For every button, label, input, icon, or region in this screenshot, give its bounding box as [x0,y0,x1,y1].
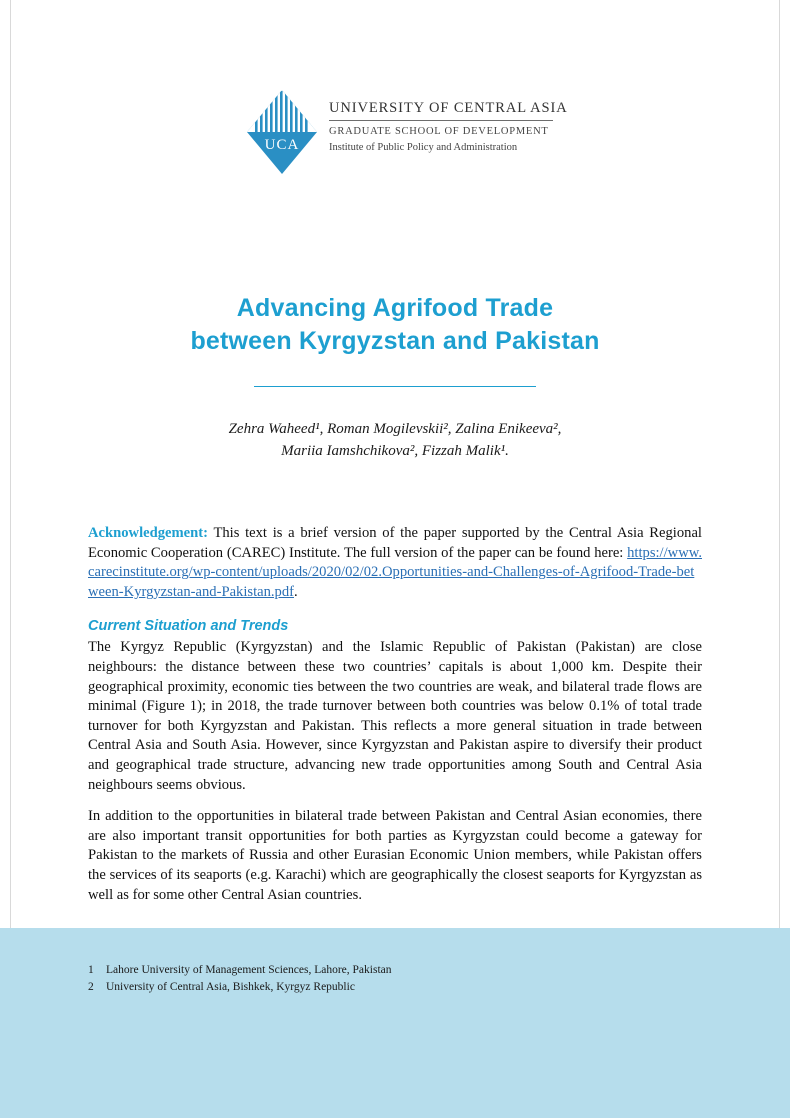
footnote-item [88,979,702,996]
footer-band [0,928,790,1118]
author-line-2: Mariia Iamshchikova², Fizzah Malik¹. [281,443,509,459]
title-line-1: Advancing Agrifood Trade [236,294,554,322]
footnote-item [88,962,702,979]
body-content [88,524,702,917]
acknowledgement-label: Acknowledgement: [88,525,208,541]
author-line-1: Zehra Waheed¹, Roman Mogilevskii², Zalina Enikeeva², [228,421,562,437]
footnote-list [88,962,702,996]
title-block [95,292,695,387]
page-title [95,292,695,358]
section-paragraph-1: The Kyrgyz Republic (Kyrgyzstan) and the Islamic Republic of Pakistan (Pakistan) are close neighbours: the distance between these two countries’ capitals is about 1,000 km. Despite their geographical proximity, economic ties between the two countries are weak, and bilateral trade flows are minimal (Figure 1); in 2018, the trade turnover between both countries was below 0.1% of total trade turnover for both Kyrgyzstan and Pakistan. This reflects a more general situation in trade between Central Asia and South Asia. However, since Kyrgyzstan and Pakistan aspire to diversify their product and geographical trade structure, advancing new trade opportunities among South and Central Asia neighbours seems obvious. [88,639,702,793]
page-top-margin [0,0,790,10]
paper-link[interactable]: https://www.carecinstitute.org/wp-content/uploads/2020/02/02.Opportunities-and-Challenges-of-Agrifood-Trade-between-Kyrgyzstan-and-Pakistan.pdf [88,544,702,600]
footnote-text: Lahore University of Management Sciences, Lahore, Pakistan [106,964,392,976]
institute-name: Institute of Public Policy and Administration [329,142,518,153]
title-line-2: between Kyrgyzstan and Pakistan [190,327,600,355]
author-list [95,418,695,462]
uca-diamond-logo [245,88,319,176]
acknowledgement-text: This text is a brief version of the paper supported by the Central Asia Regional Economic Cooperation (CAREC) Institute. The full version of the paper can be found here: [88,525,702,561]
school-name: GRADUATE SCHOOL OF DEVELOPMENT [329,126,549,137]
logo-wordmark [329,100,569,153]
footnote-number: 2 [88,981,94,993]
section-paragraph-2: In addition to the opportunities in bilateral trade between Pakistan and Central Asian economies, there are also important transit opportunities for both parties as Kyrgyzstan could become a gateway for Pakistan to the markets of Russia and other Eurasian Economic Union members, while Pakistan offers the services of its seaports (e.g. Karachi) which are geographically the closest seaports for Kyrgyzstan as well as for some other Central Asian countries. [88,808,702,903]
section-heading: Current Situation and Trends [88,618,289,635]
organization-name: UNIVERSITY OF CENTRAL ASIA [329,100,568,116]
acknowledgement-paragraph [88,524,702,602]
title-divider [254,386,536,387]
footnote-text: University of Central Asia, Bishkek, Kyrgyz Republic [106,981,355,993]
footnote-number: 1 [88,964,94,976]
logo-divider [329,120,553,121]
svg-text:UCA: UCA [264,137,300,153]
university-logo-block [245,88,575,188]
acknowledgement-text-end: . [294,583,298,600]
